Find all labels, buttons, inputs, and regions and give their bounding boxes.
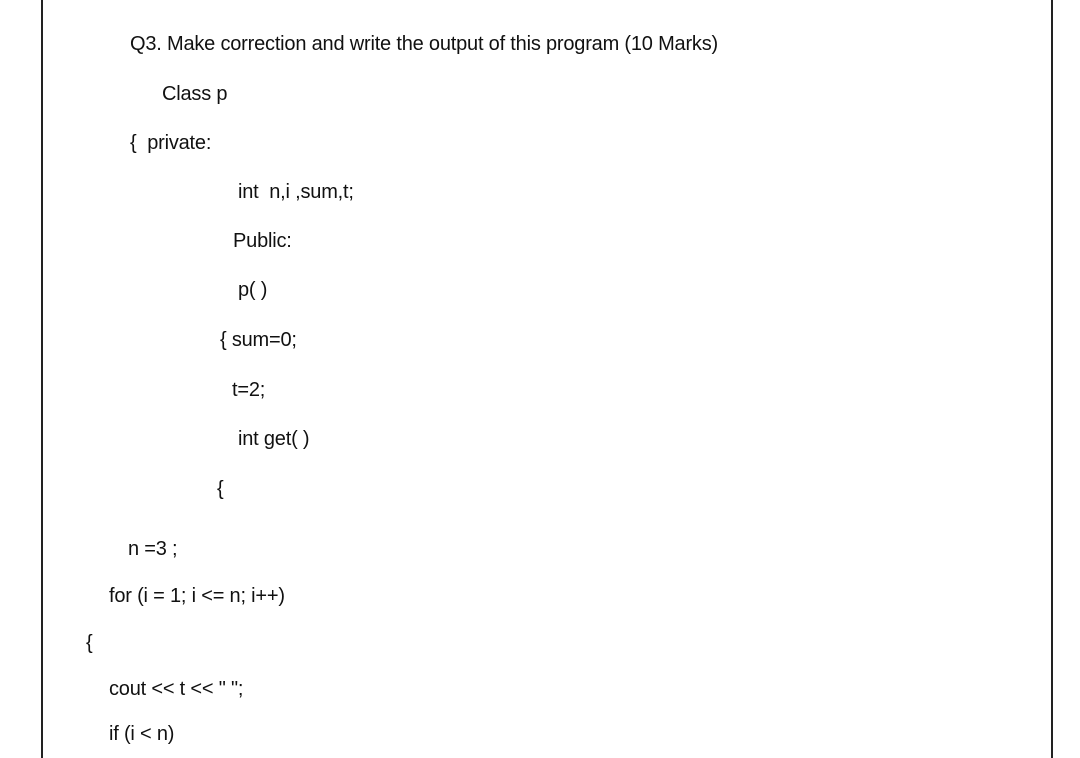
code-line-variables: int n,i ,sum,t;	[238, 181, 354, 203]
code-line-sum-init: { sum=0;	[220, 329, 297, 351]
code-line-loop-open-brace: {	[86, 632, 93, 654]
code-line-t-init: t=2;	[232, 379, 266, 401]
code-line-if: if (i < n)	[109, 723, 175, 745]
question-title: Q3. Make correction and write the output of this program (10 Marks)	[130, 33, 718, 55]
code-line-n-assign: n =3 ;	[128, 538, 178, 560]
code-line-cout: cout << t << " ";	[109, 678, 244, 700]
code-line-constructor: p( )	[238, 279, 268, 301]
code-line-private: { private:	[130, 132, 212, 154]
code-line-class-declaration: Class p	[162, 83, 228, 105]
code-line-public: Public:	[233, 230, 292, 252]
code-line-get-function: int get( )	[238, 428, 310, 450]
page-border	[41, 0, 1053, 758]
code-line-for-loop: for (i = 1; i <= n; i++)	[109, 585, 285, 607]
code-line-open-brace: {	[217, 478, 224, 500]
